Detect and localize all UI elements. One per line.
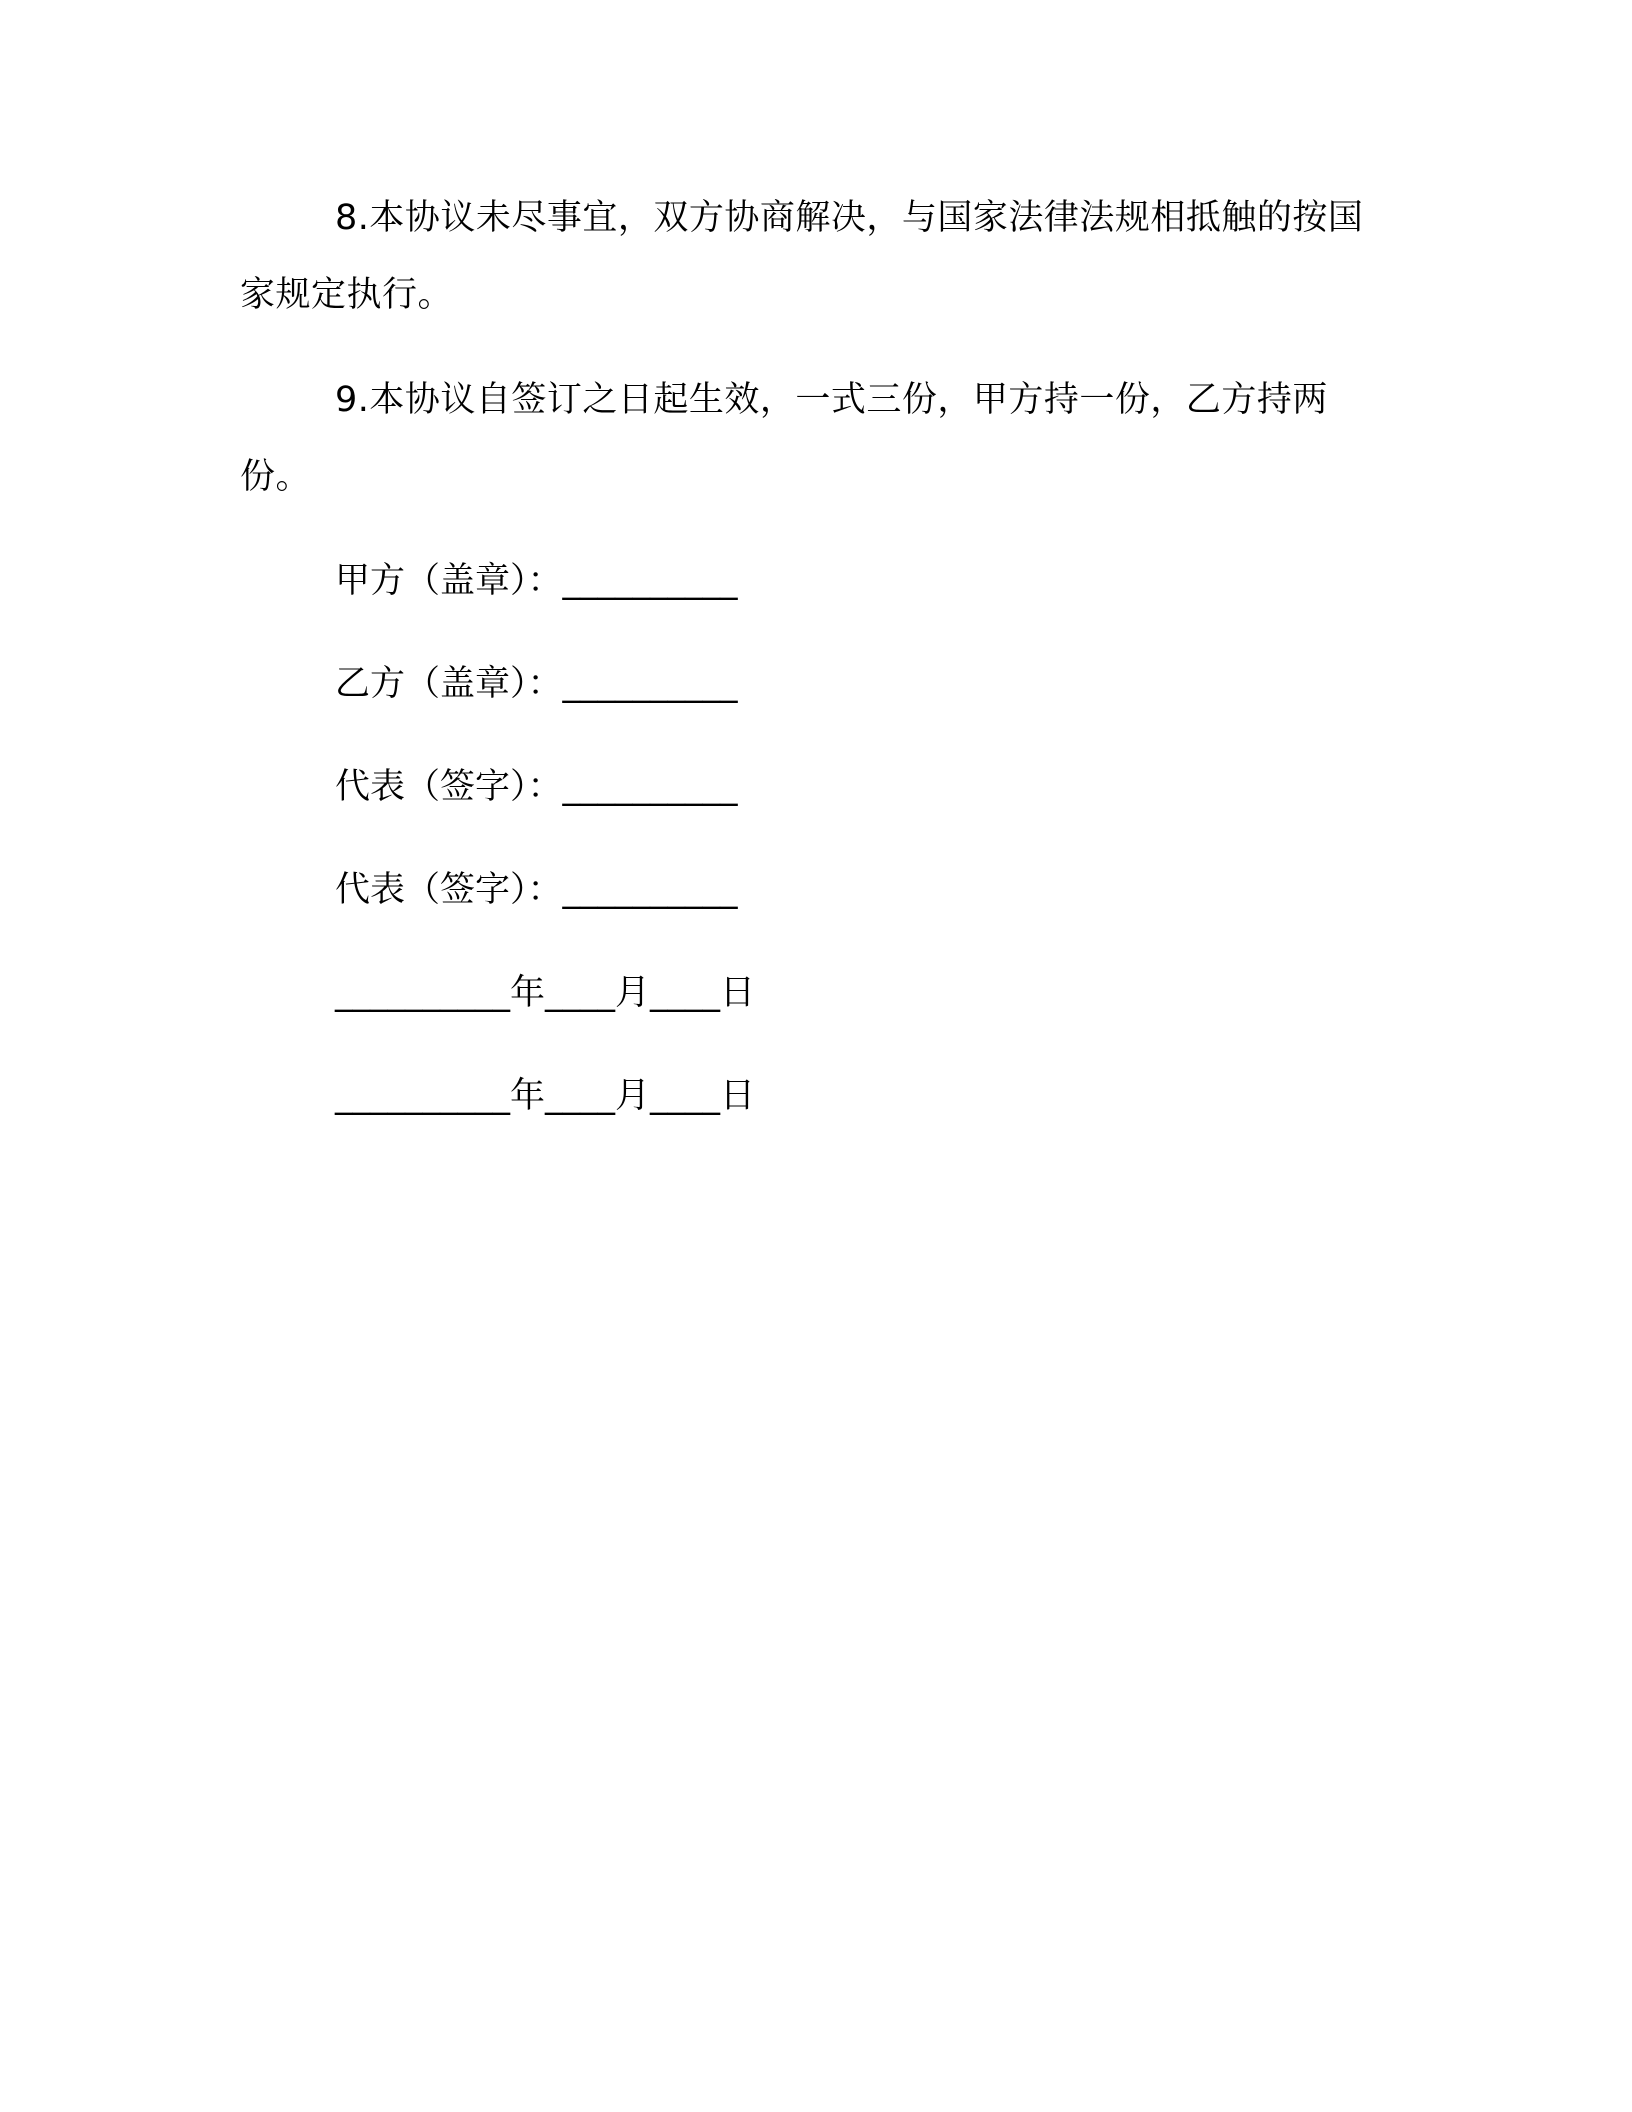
clause-9: 9.本协议自签订之日起生效，一式三份，甲方持一份，乙方持两份。	[240, 380, 1328, 497]
party-a-seal-line: 甲方（盖章）：__________	[335, 561, 738, 601]
representative-signature-line-b: 代表（签字）：__________	[335, 870, 738, 910]
representative-signature-line-a: 代表（签字）：__________	[335, 767, 738, 807]
date-line-b: __________年____月____日	[335, 1076, 756, 1116]
clause-8: 8.本协议未尽事宜，双方协商解决，与国家法律法规相抵触的按国家规定执行。	[240, 198, 1364, 315]
party-b-seal-line: 乙方（盖章）：__________	[335, 664, 738, 704]
date-line-a: __________年____月____日	[335, 973, 756, 1013]
